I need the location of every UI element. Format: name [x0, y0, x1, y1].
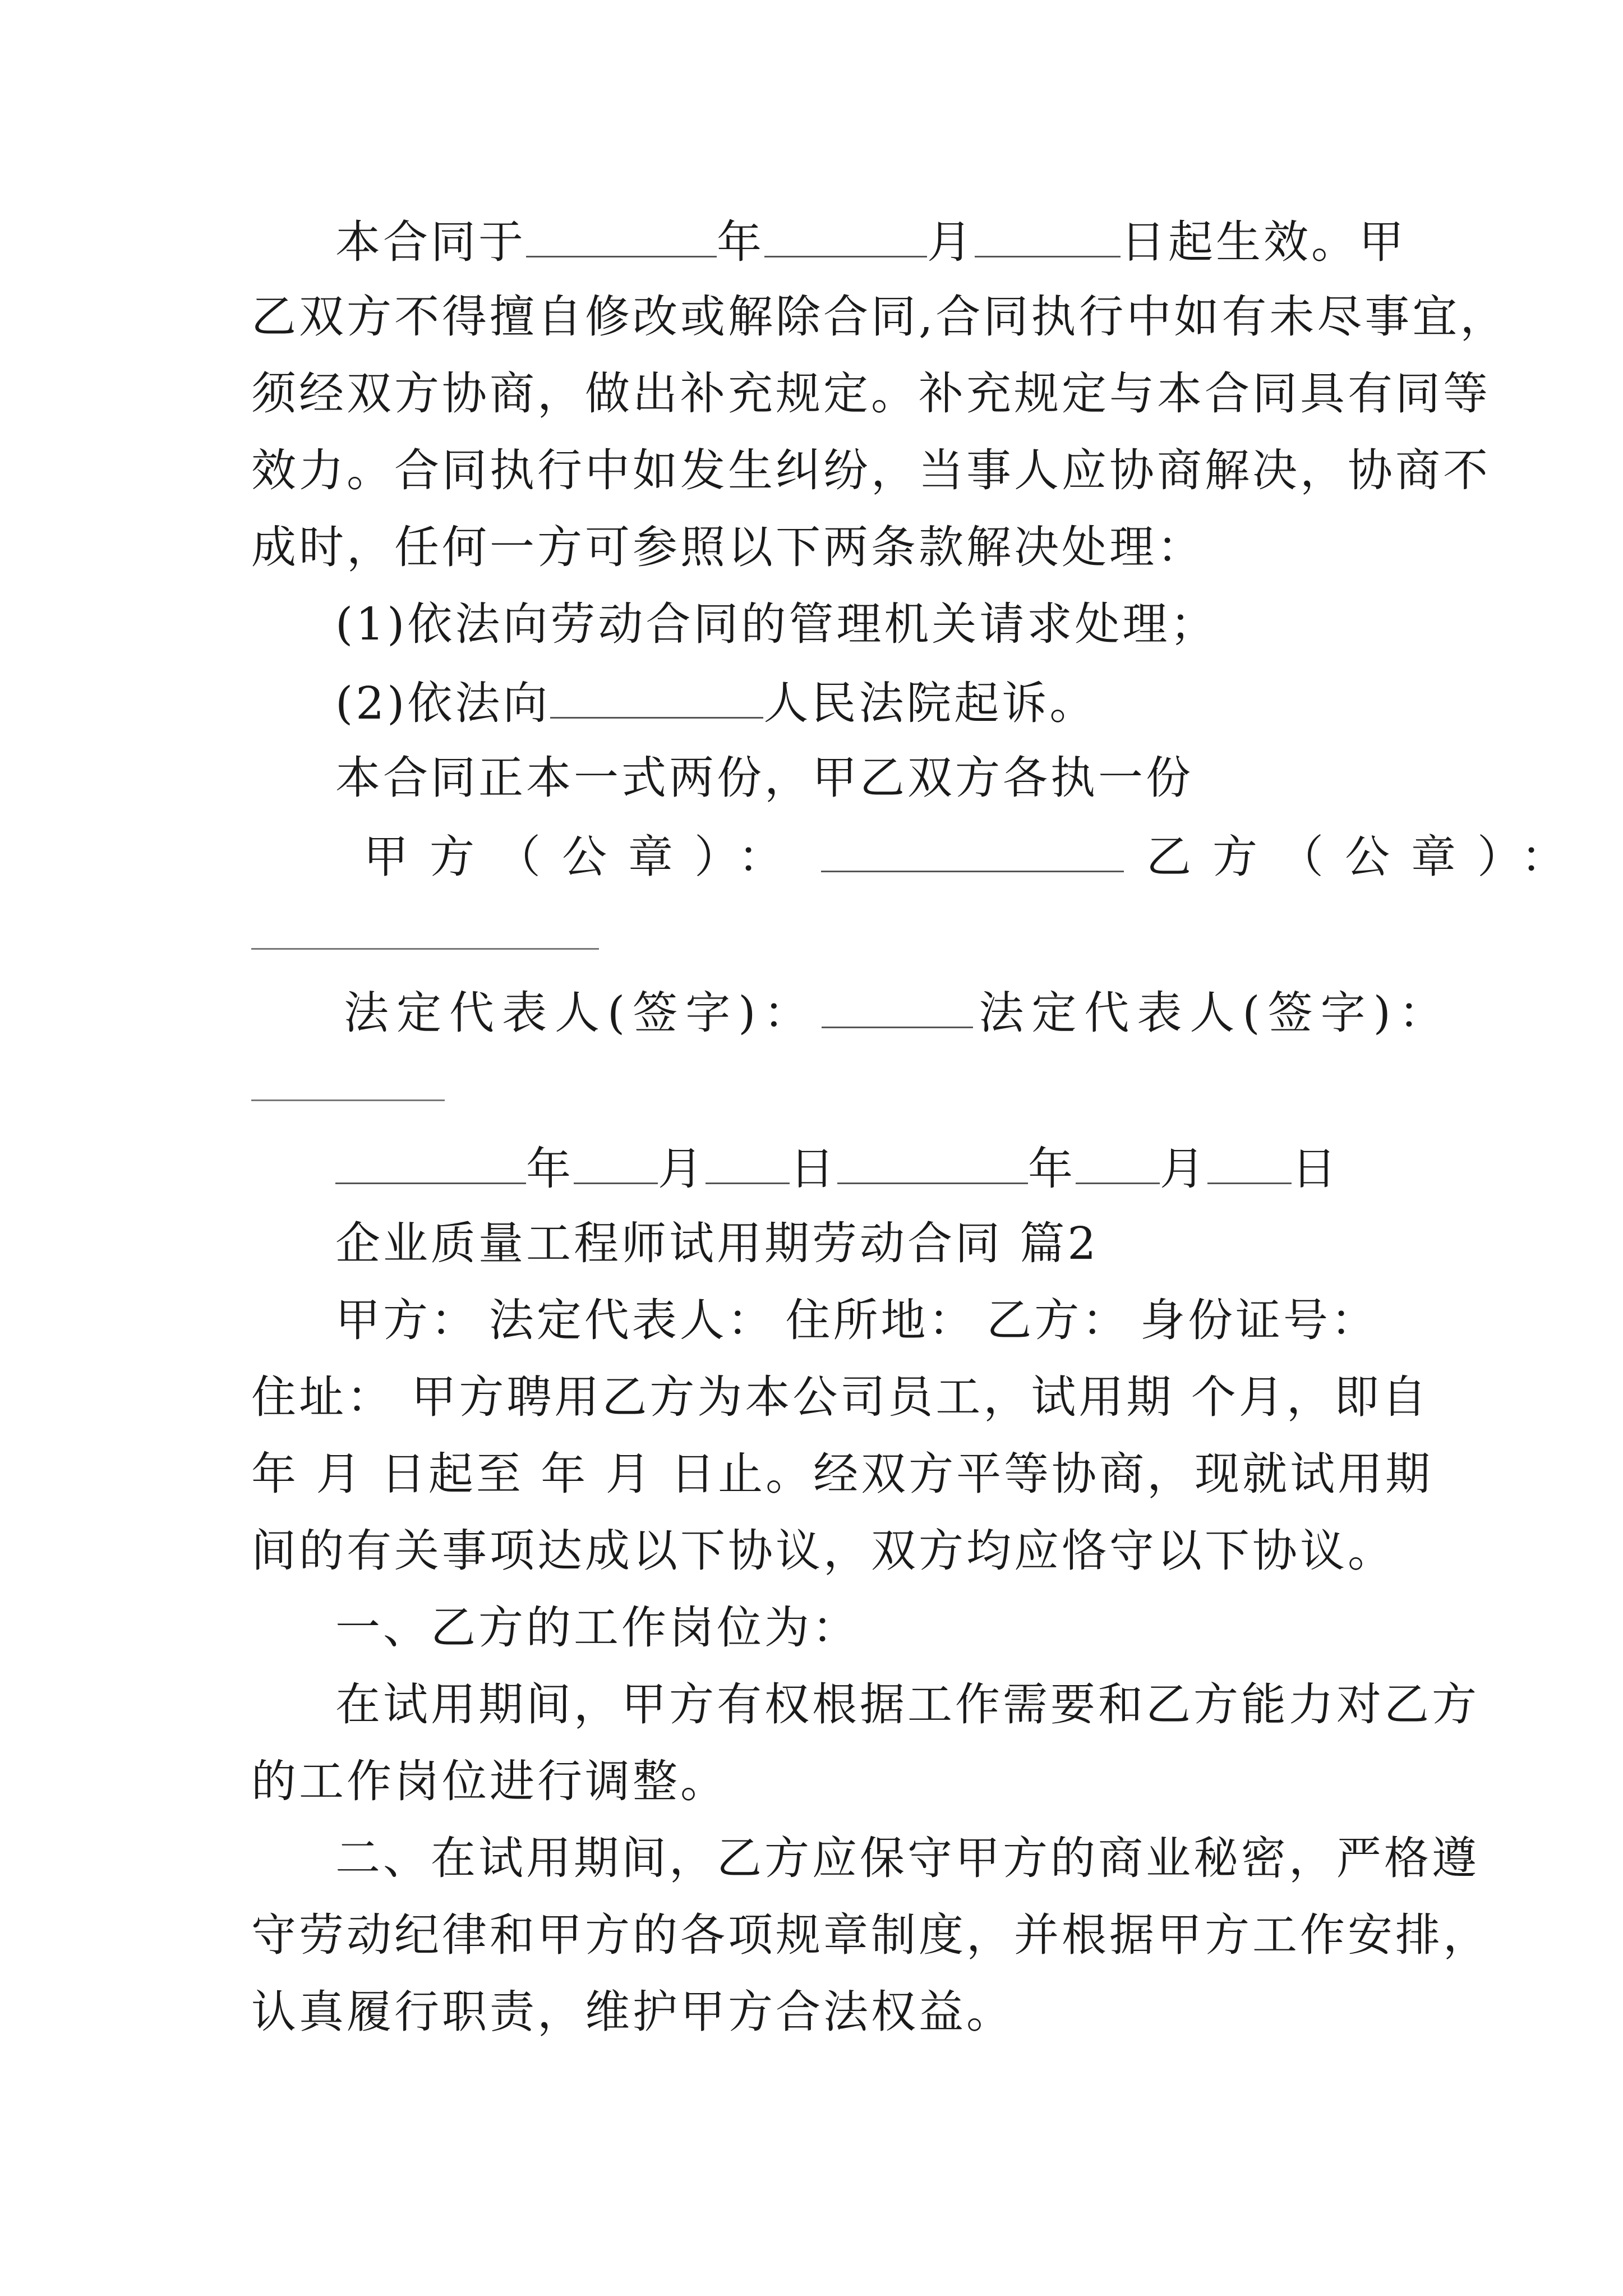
article-2-text: 二、在试用期间，乙方应保守甲方的商业秘密，严格遵	[335, 1832, 1479, 1884]
party-b-seal-blank	[251, 948, 599, 950]
article-1-text: 在试用期间，甲方有权根据工作需要和乙方能力对乙方	[335, 1678, 1479, 1731]
section-title	[251, 1216, 1378, 1272]
clause-2-text-end: 人民法院起诉。	[763, 677, 1098, 729]
paragraph-line: 住址： 甲方聘用乙方为本公司员工，试用期 个月，即自	[251, 1371, 1430, 1423]
paragraph-line: 乙双方不得擅自修改或解除合同,合同执行中如有未尽事宜，	[251, 291, 1508, 343]
paragraph-line: 间的有关事项达成以下协议，双方均应恪守以下协议。	[251, 1525, 1395, 1577]
clause-1-text: (1)依法向劳动合同的管理机关请求处理；	[335, 598, 1218, 650]
clause-2-text-start: (2)依法向	[335, 677, 551, 729]
party-a-year-blank	[335, 1139, 526, 1184]
year-blank	[526, 212, 717, 257]
copies-line	[251, 750, 1378, 806]
party-b-month-label: 月	[1160, 1143, 1207, 1195]
party-a-year-label: 年	[526, 1143, 574, 1195]
paragraph-line: 守劳动纪律和甲方的各项规章制度，并根据甲方工作安排，	[251, 1909, 1491, 1961]
effective-year-label: 年	[717, 216, 764, 268]
paragraph-line: 成时，任何一方可参照以下两条款解决处理：	[251, 521, 1205, 573]
party-a-label: 甲方：	[335, 1294, 478, 1346]
paragraph-line: 的工作岗位进行调整。	[251, 1755, 728, 1807]
parties-header-line	[335, 1292, 1378, 1349]
party-b-year-blank	[837, 1139, 1028, 1184]
party-b-representative-label: 法定代表人(签字)：	[979, 987, 1451, 1039]
party-a-representative-blank	[822, 983, 973, 1028]
party-a-day-blank	[706, 1139, 790, 1184]
day-blank	[975, 212, 1121, 257]
court-blank	[550, 673, 763, 719]
seal-line	[251, 827, 1587, 885]
party-a-month-label: 月	[658, 1143, 706, 1195]
party-b-month-blank	[1076, 1139, 1160, 1184]
clause-2	[251, 673, 1378, 731]
paragraph-line: 年 月 日起至 年 月 日止。经双方平等协商，现就试用期	[251, 1448, 1433, 1500]
paragraph-line: 认真履行职责，维护甲方合法权益。	[251, 1986, 1014, 2038]
party-a-representative-label: 法定代表人(签字)：	[344, 987, 817, 1039]
signing-date-line	[251, 1139, 1378, 1197]
party-b-year-label: 年	[1028, 1143, 1076, 1195]
copies-text: 本合同正本一式两份，甲乙双方各执一份	[335, 752, 1193, 804]
article-1-heading	[251, 1600, 1378, 1656]
paragraph-line: 须经双方协商，做出补充规定。补充规定与本合同具有同等	[251, 367, 1491, 420]
party-a-seal-blank	[821, 827, 1124, 872]
party-b-seal-label: 乙方（公章）：	[1146, 831, 1587, 883]
party-a-seal-label: 甲方（公章）：	[363, 831, 804, 883]
address-label: 住所地：	[785, 1294, 976, 1346]
paragraph-line	[251, 1677, 1479, 1733]
party-a-month-blank	[574, 1139, 658, 1184]
party-b-label: 乙方：	[986, 1294, 1130, 1346]
legal-representative-label: 法定代表人：	[488, 1294, 775, 1346]
effective-text-start: 本合同于	[335, 216, 526, 268]
party-b-representative-blank	[251, 1099, 445, 1101]
section-title-text: 企业质量工程师试用期劳动合同 篇2	[335, 1217, 1099, 1269]
contract-effective-line	[251, 212, 1407, 270]
clause-1	[251, 596, 1378, 652]
representative-line	[251, 983, 1451, 1041]
paragraph-line: 效力。合同执行中如发生纠纷，当事人应协商解决，协商不	[251, 444, 1491, 496]
effective-text-end: 日起生效。甲	[1121, 216, 1407, 268]
id-number-label: 身份证号：	[1140, 1294, 1378, 1346]
article-1-heading-text: 一、乙方的工作岗位为：	[335, 1602, 860, 1654]
party-b-day-label: 日	[1292, 1143, 1339, 1195]
effective-month-label: 月	[927, 216, 975, 268]
party-a-day-label: 日	[790, 1143, 837, 1195]
month-blank	[764, 212, 927, 257]
paragraph-line	[251, 1830, 1479, 1887]
party-b-day-blank	[1207, 1139, 1292, 1184]
